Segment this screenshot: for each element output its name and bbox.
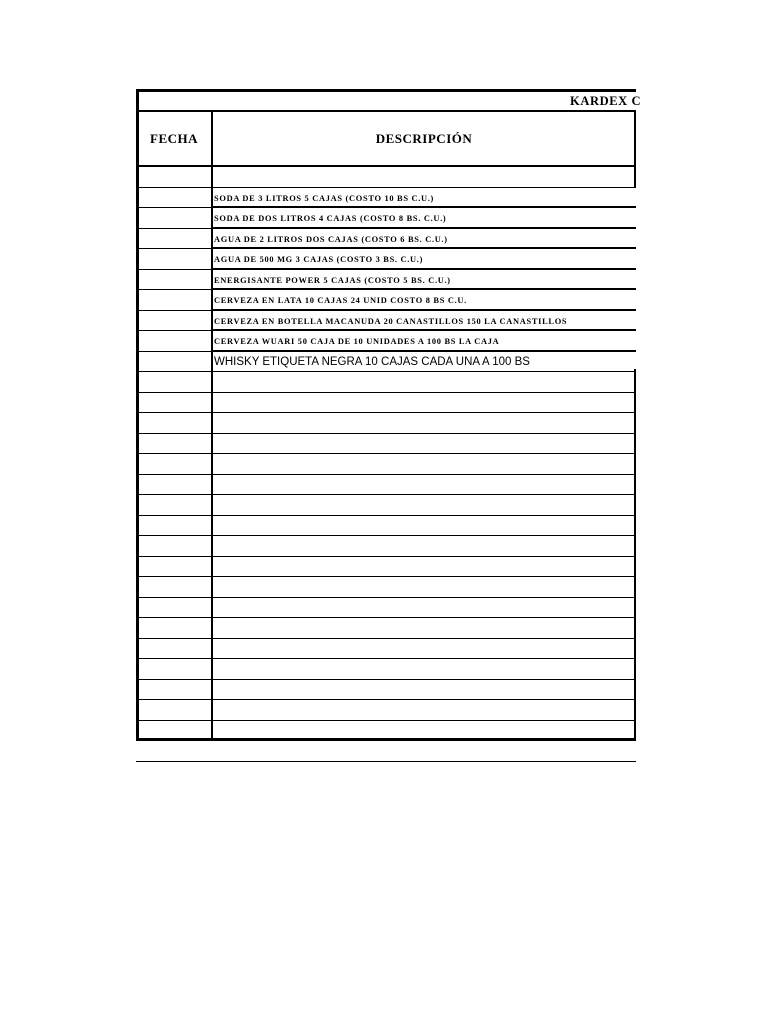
- table-row: [136, 311, 636, 332]
- table-row: [136, 680, 636, 701]
- table-body: [136, 167, 636, 762]
- cell-descripcion[interactable]: ENERGISANTE POWER 5 CAJAS (COSTO 5 BS. C.U.): [214, 275, 451, 285]
- table-row: [136, 290, 636, 311]
- table-row: [136, 700, 636, 721]
- table-row: [136, 434, 636, 455]
- row-divider: [212, 761, 636, 762]
- sheet-title: KARDEX C: [570, 94, 642, 108]
- table-row: [136, 618, 636, 639]
- cell-descripcion[interactable]: SODA DE DOS LITROS 4 CAJAS (COSTO 8 BS. C.U.): [214, 214, 447, 223]
- table-row: [136, 577, 636, 598]
- table-row: [136, 598, 636, 619]
- column-header-fecha: FECHA: [150, 131, 198, 146]
- cell-descripcion[interactable]: CERVEZA EN LATA 10 CAJAS 24 UNID COSTO 8 BS C.U.: [214, 296, 467, 305]
- table-row: [136, 249, 636, 270]
- table-row: [136, 229, 636, 250]
- kardex-sheet: [136, 89, 642, 741]
- table-row: [136, 741, 636, 762]
- table-row: [136, 167, 636, 188]
- table-row: [136, 331, 636, 352]
- table-row: [136, 516, 636, 537]
- cell-descripcion[interactable]: CERVEZA EN BOTELLA MACANUDA 20 CANASTILLOS 150 LA CANASTILLOS: [214, 316, 568, 326]
- divider: [634, 111, 636, 167]
- table-row: [136, 659, 636, 680]
- table-row: [136, 557, 636, 578]
- table-row: [136, 495, 636, 516]
- cell-descripcion[interactable]: SODA DE 3 LITROS 5 CAJAS (COSTO 10 BS C.U.): [214, 193, 435, 203]
- table-row: [136, 454, 636, 475]
- table-row: [136, 413, 636, 434]
- column-header-descripcion: DESCRIPCIÓN: [375, 131, 473, 146]
- table-row: [136, 475, 636, 496]
- table-row: [136, 536, 636, 557]
- table-row: [136, 721, 636, 742]
- table-row: [136, 393, 636, 414]
- table-row: [136, 639, 636, 660]
- cell-descripcion[interactable]: AGUA DE 2 LITROS DOS CAJAS (COSTO 6 BS. C.U.): [214, 234, 448, 244]
- cell-descripcion[interactable]: AGUA DE 500 MG 3 CAJAS (COSTO 3 BS. C.U.): [214, 255, 424, 264]
- table-row: [136, 352, 636, 373]
- table-row: [136, 372, 636, 393]
- row-divider: [136, 761, 212, 762]
- table-row: [136, 208, 636, 229]
- cell-descripcion[interactable]: WHISKY ETIQUETA NEGRA 10 CAJAS CADA UNA A 100 BS: [214, 355, 530, 368]
- title-row: [136, 89, 642, 111]
- table-row: [136, 188, 636, 209]
- cell-descripcion[interactable]: CERVEZA WUARI 50 CAJA DE 10 UNIDADES A 100 BS LA CAJA: [214, 337, 500, 346]
- table-row: [136, 270, 636, 291]
